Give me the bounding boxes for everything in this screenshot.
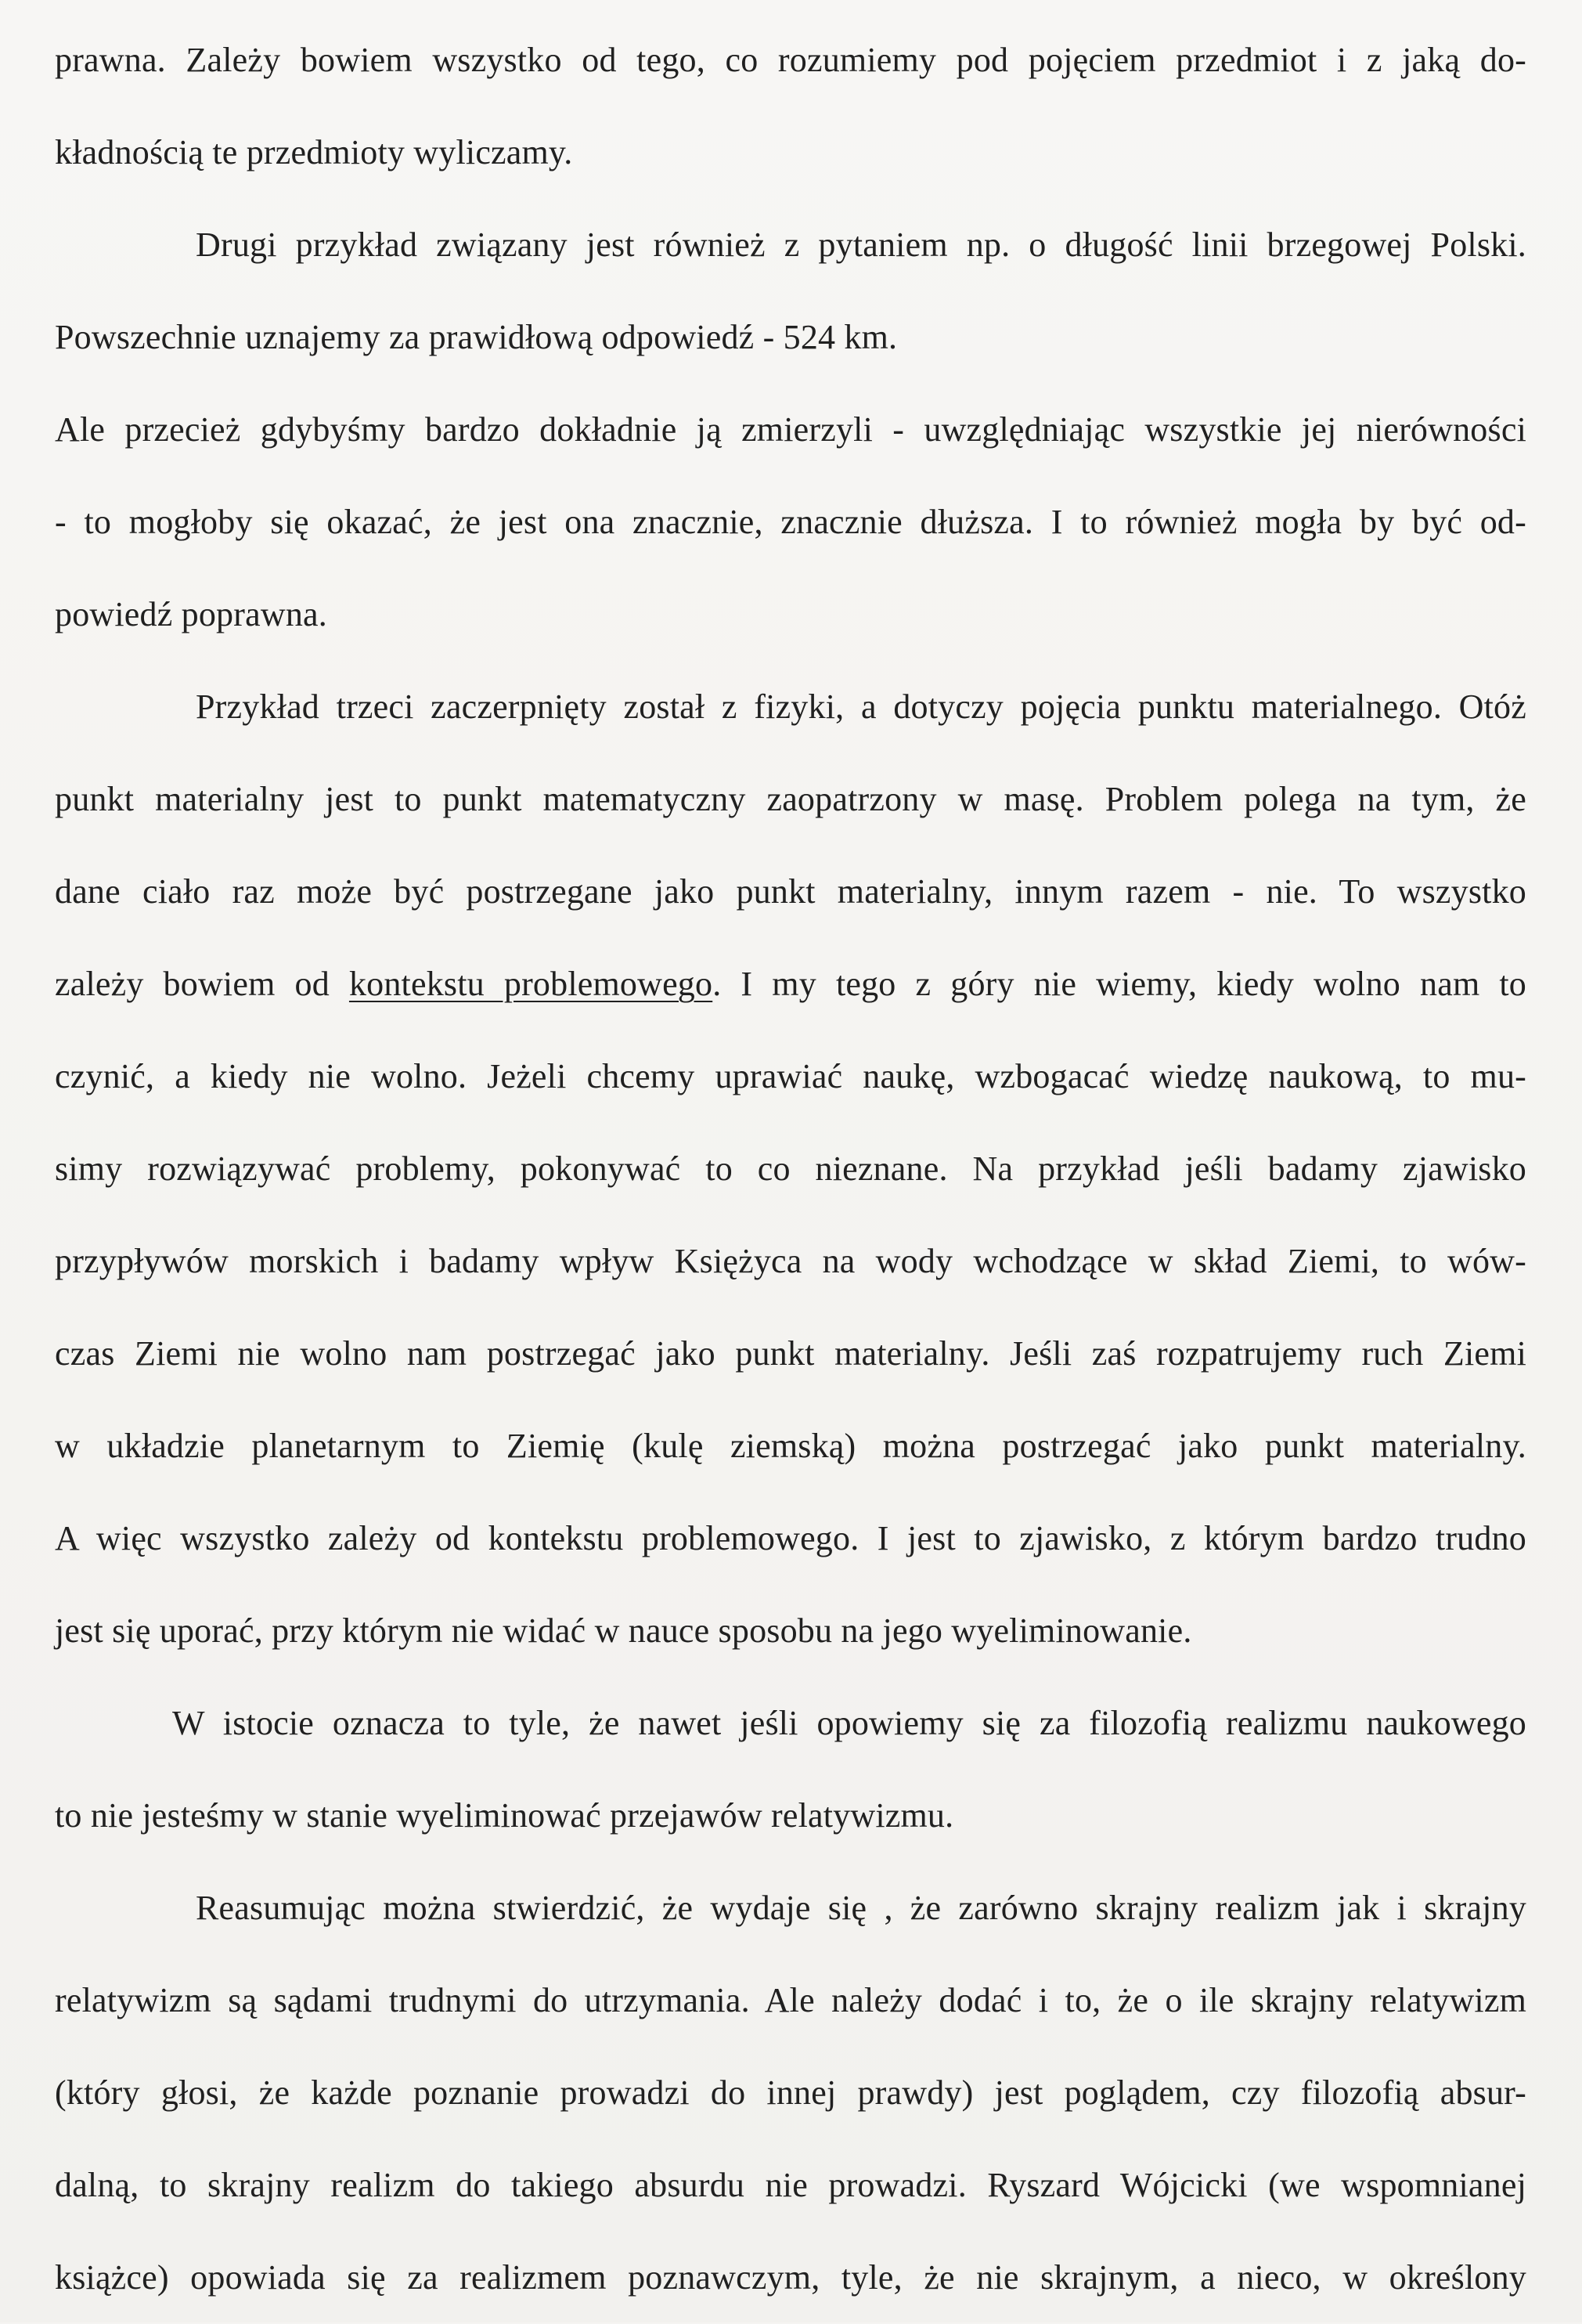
text-line: przypływów morskich i badamy wpływ Księżyca na wody wchodzące w skład Ziemi, to wów- [55,1242,1526,1280]
text-line: Ale przecież gdybyśmy bardzo dokładnie ją zmierzyli - uwzględniając wszystkie jej nierówności [55,410,1526,449]
text-line: powiedź poprawna. [55,595,327,633]
text-line: punkt materialny jest to punkt matematyczny zaopatrzony w masę. Problem polega na tym, że [55,780,1526,818]
text-line: Powszechnie uznajemy za prawidłową odpowiedź - 524 km. [55,318,898,356]
text-line: (który głosi, że każde poznanie prowadzi do innej prawdy) jest poglądem, czy filozofią absur- [55,2073,1526,2112]
text-line: dalną, to skrajny realizm do takiego absurdu nie prowadzi. Ryszard Wójcicki (we wspomnianej [55,2166,1526,2204]
text-line: kładnością te przedmioty wyliczamy. [55,133,573,171]
text-line: czas Ziemi nie wolno nam postrzegać jako punkt materialny. Jeśli zaś rozpatrujemy ruch Ziemi [55,1334,1526,1373]
text-line: książce) opowiada się za realizmem poznawczym, tyle, że nie skrajnym, a nieco, w określony [55,2258,1526,2297]
underlined-phrase: kontekstu problemowego [348,965,713,1003]
text-line: relatywizm są sądami trudnymi do utrzymania. Ale należy dodać i to, że o ile skrajny relatywizm [55,1981,1526,2019]
text-line: w układzie planetarnym to Ziemię (kulę ziemską) można postrzegać jako punkt materialny. [55,1427,1526,1465]
document-body [55,14,1526,2324]
text-segment: . I my tego z góry nie wiemy, kiedy wolno nam to [712,965,1527,1003]
text-line: Reasumując można stwierdzić, że wydaje się , że zarówno skrajny realizm jak i skrajny [196,1889,1526,1927]
text-line: W istocie oznacza to tyle, że nawet jeśli opowiemy się za filozofią realizmu naukowego [172,1704,1526,1742]
text-line: - to mogłoby się okazać, że jest ona znacznie, znacznie dłuższa. I to również mogła by być od- [55,503,1526,541]
text-line: dane ciało raz może być postrzegane jako punkt materialny, innym razem - nie. To wszystko [55,872,1526,911]
text-line-with-underline [55,938,1526,1030]
text-line: Przykład trzeci zaczerpnięty został z fizyki, a dotyczy pojęcia punktu materialnego. Otóż [196,687,1526,726]
text-segment: zależy bowiem od [55,965,349,1003]
text-line: czynić, a kiedy nie wolno. Jeżeli chcemy uprawiać naukę, wzbogacać wiedzę naukową, to mu- [55,1057,1526,1095]
text-line: jest się uporać, przy którym nie widać w nauce sposobu na jego wyeliminowanie. [55,1611,1192,1650]
text-line: simy rozwiązywać problemy, pokonywać to co nieznane. Na przykład jeśli badamy zjawisko [55,1149,1526,1188]
text-line: to nie jesteśmy w stanie wyeliminować przejawów relatywizmu. [55,1796,954,1835]
text-line: prawna. Zależy bowiem wszystko od tego, co rozumiemy pod pojęciem przedmiot i z jaką do- [55,41,1526,79]
text-line: Drugi przykład związany jest również z pytaniem np. o długość linii brzegowej Polski. [196,226,1526,264]
text-line: A więc wszystko zależy od kontekstu problemowego. I jest to zjawisko, z którym bardzo trudno [55,1519,1526,1557]
